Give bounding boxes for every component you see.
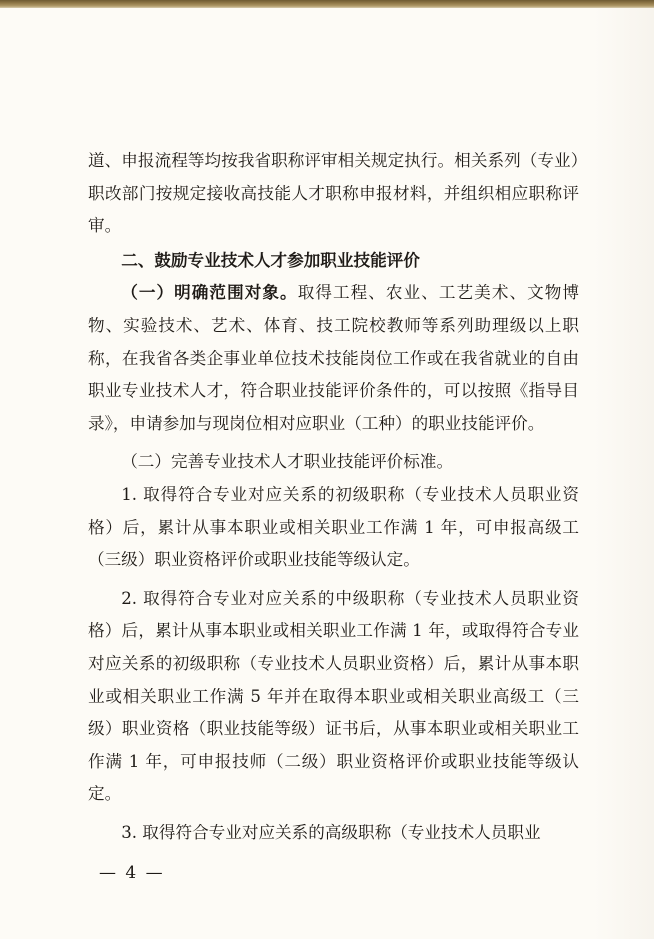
paragraph-item-1: 1. 取得符合专业对应关系的初级职称（专业技术人员职业资格）后，累计从事本职业或相关职业工作满 1 年，可申报高级工（三级）职业资格评价或职业技能等级认定。	[88, 484, 579, 570]
section-heading-2: 二、鼓励专业技术人才参加职业技能评价	[121, 250, 420, 270]
page-top-edge	[0, 0, 654, 8]
paragraph-item-3: 3. 取得符合专业对应关系的高级职称（专业技术人员职业	[121, 822, 541, 842]
document-page	[0, 8, 654, 939]
page-shade	[594, 8, 654, 939]
paragraph-continuation: 道、申报流程等均按我省职称评审相关规定执行。相关系列（专业）职改部门按规定接收高技能人才职称申报材料，并组织相应职称评审。	[88, 151, 579, 236]
page-number: — 4 —	[99, 863, 165, 883]
paragraph-scope-text: 取得工程、农业、工艺美术、文物博物、实验技术、艺术、体育、技工院校教师等系列助理级以上职称，在我省各类企事业单位技术技能岗位工作或在我省就业的自由职业专业技术人才，符合职业技能评价条件的，可以按照《指导目录》，申请参加与现岗位相对应职业（工种）的职业技能评价。	[88, 283, 580, 433]
document-body	[88, 145, 579, 849]
paragraph-item-2: 2. 取得符合专业对应关系的中级职称（专业技术人员职业资格）后，累计从事本职业或相关职业工作满 1 年，或取得符合专业对应关系的初级职称（专业技术人员职业资格）后，累计从事本职业或相关职业工作满 5 年并在取得本职业或相关职业高级工（三级）职业资格（职业技能等级）证书后，从事本职业或相关职业工作满 1 年，可申报技师（二级）职业资格评价或职业技能等级认定。	[88, 588, 579, 804]
paragraph-scope-lead: （一）明确范围对象。	[121, 283, 298, 303]
paragraph-standards-title: （二）完善专业技术人才职业技能评价标准。	[121, 452, 454, 472]
paragraph-scope	[88, 277, 579, 440]
